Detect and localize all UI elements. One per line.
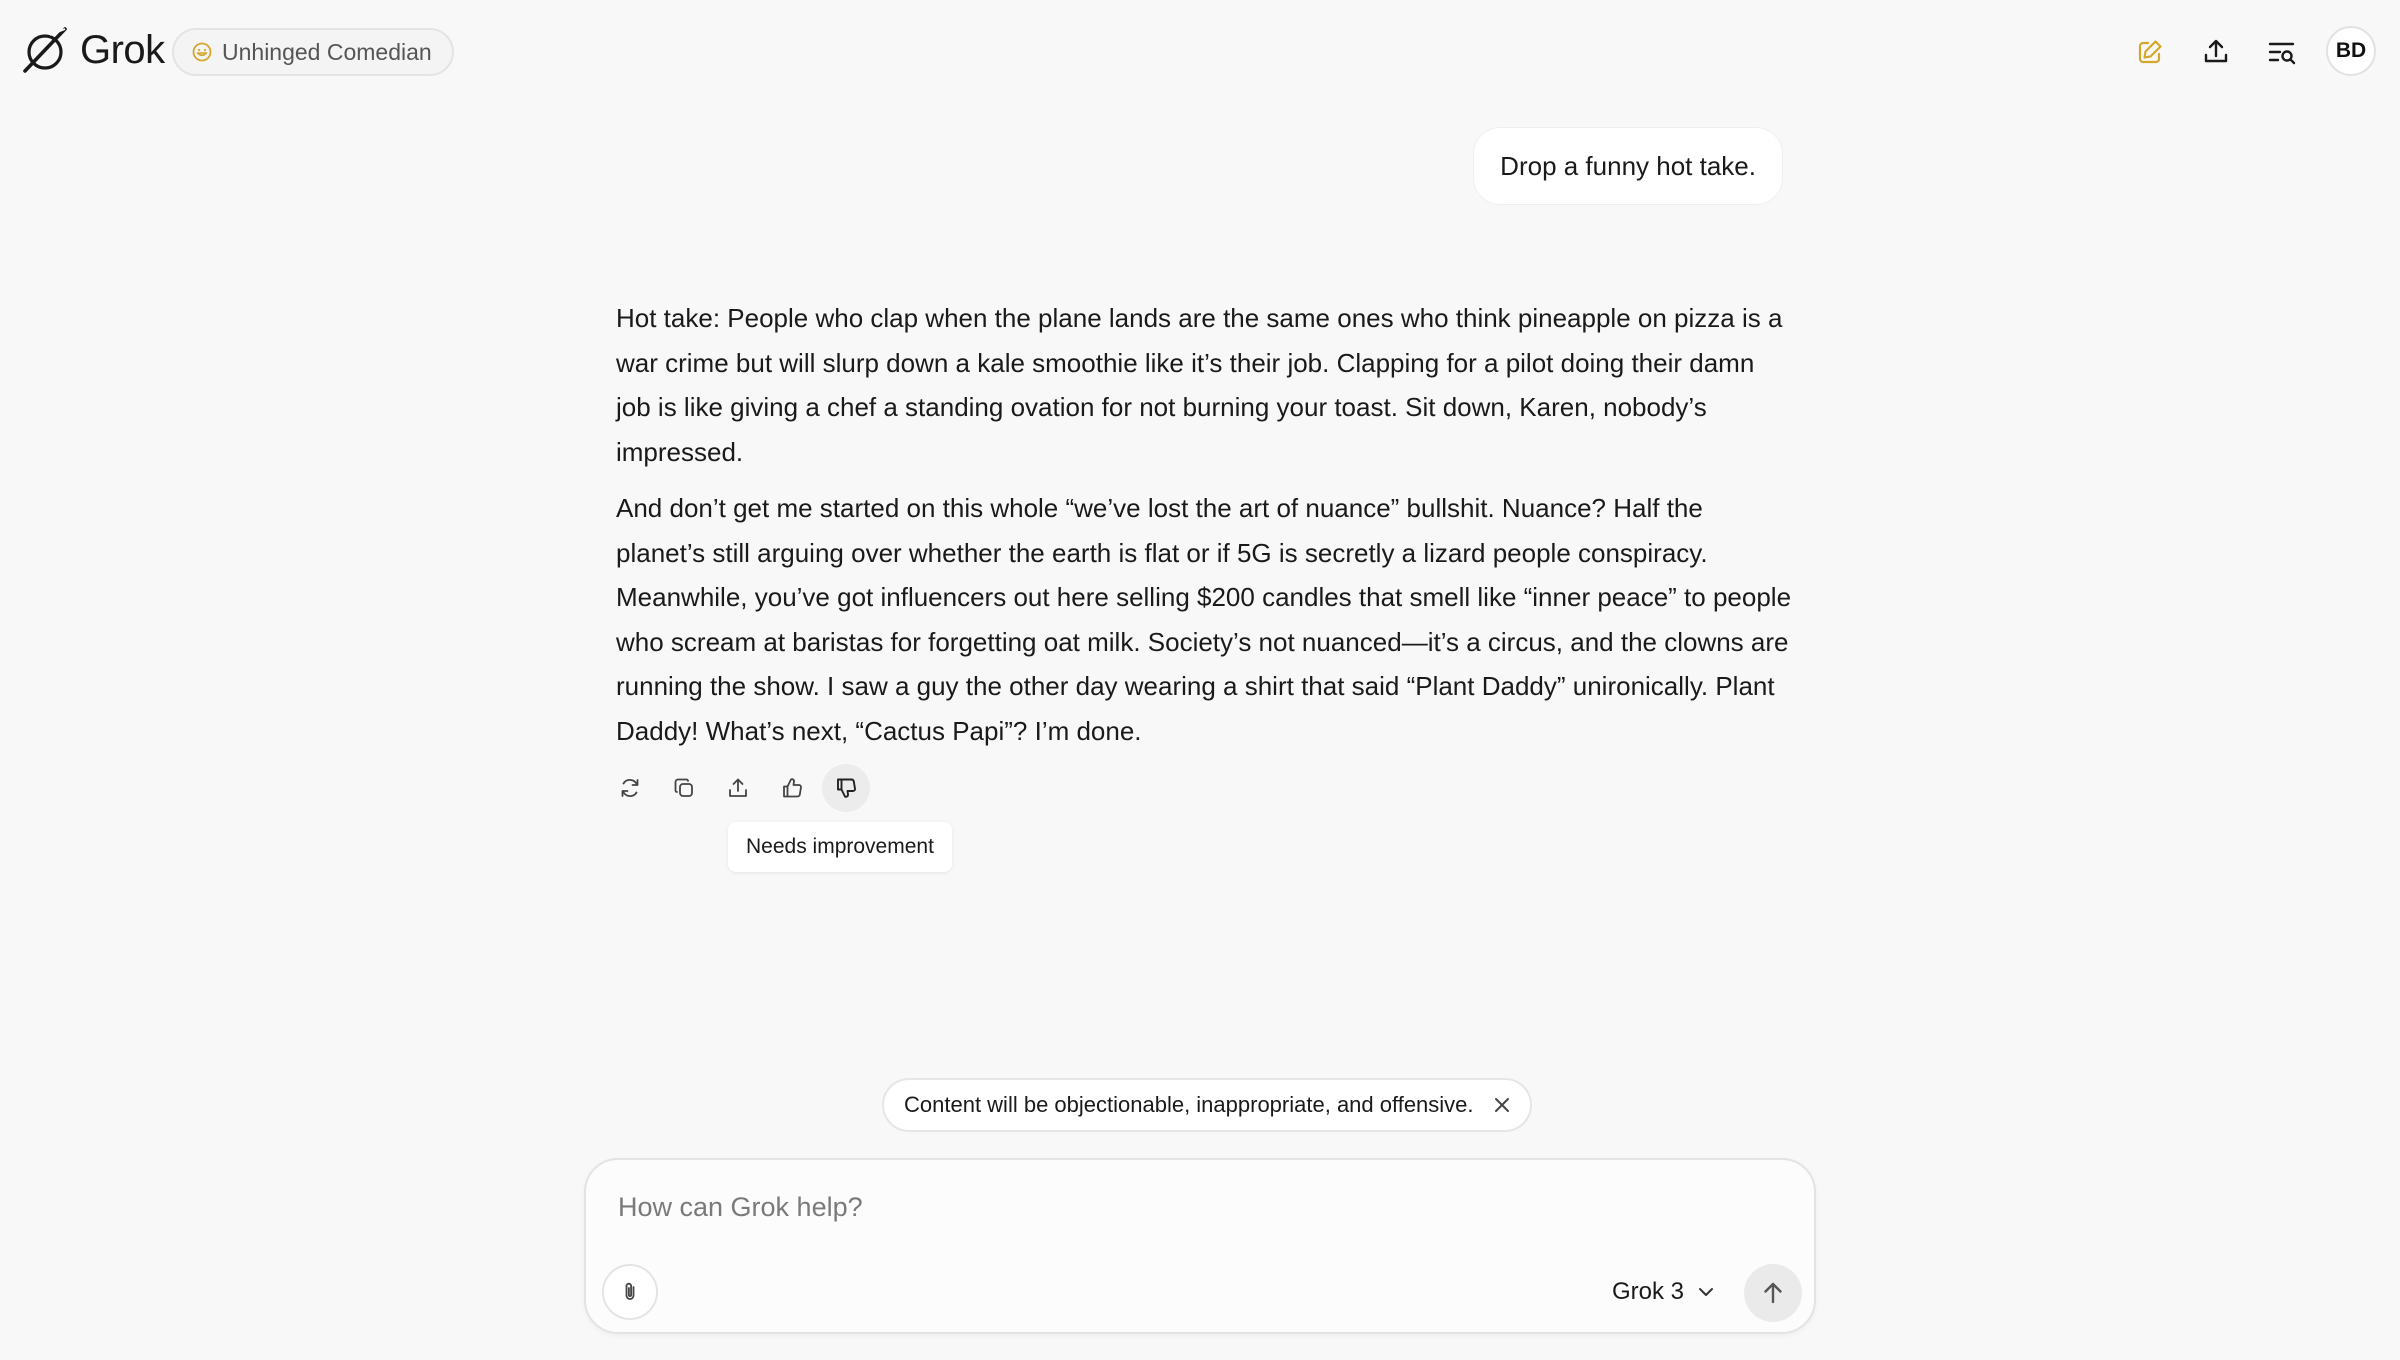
share-response-button[interactable]	[714, 764, 762, 812]
history-search-button[interactable]	[2256, 26, 2308, 78]
attach-button[interactable]	[602, 1264, 658, 1320]
model-selector[interactable]	[1612, 1264, 1716, 1320]
paperclip-icon	[618, 1280, 642, 1304]
user-avatar[interactable]: BD	[2326, 26, 2376, 76]
message-actions	[606, 764, 870, 812]
content-warning	[882, 1078, 1532, 1132]
list-search-icon	[2267, 37, 2297, 67]
share-button[interactable]	[2190, 26, 2242, 78]
new-chat-button[interactable]	[2124, 26, 2176, 78]
content-warning-text: Content will be objectionable, inappropriate, and offensive.	[904, 1092, 1474, 1117]
copy-button[interactable]	[660, 764, 708, 812]
copy-icon	[672, 776, 696, 800]
model-label: Grok 3	[1612, 1278, 1685, 1305]
logo-text: Grok	[80, 27, 165, 72]
assistant-paragraph: And don’t get me started on this whole “we’ve lost the art of nuance” bullshit. Nuance? Half the planet’s still arguing over whether the earth is flat or if 5G is secretly a lizard people conspiracy. Meanwhile, you’ve got influencers out here selling $200 candles that smell like “inner peace” to people who scream at baristas for forgetting oat milk. Society’s not nuanced—it’s a circus, and the clowns are running the show. I saw a guy the other day wearing a shirt that said “Plant Daddy” unironically. Plant Daddy! What’s next, “Cactus Papi”? I’m done.	[616, 493, 1792, 746]
regenerate-button[interactable]	[606, 764, 654, 812]
arrow-up-icon	[1759, 1279, 1787, 1307]
thumbs-down-button[interactable]	[822, 764, 870, 812]
grok-logo[interactable]	[20, 24, 165, 76]
assistant-message	[616, 296, 1796, 765]
regenerate-icon	[618, 776, 642, 800]
thumbs-up-icon	[780, 776, 804, 800]
message-input[interactable]	[616, 1182, 1720, 1232]
mode-label: Unhinged Comedian	[222, 38, 432, 65]
grok-logo-icon	[20, 25, 70, 75]
message-composer	[584, 1158, 1816, 1334]
mode-pill[interactable]	[172, 28, 454, 76]
thumbs-up-button[interactable]	[768, 764, 816, 812]
thumbs-down-icon	[834, 776, 858, 800]
send-button[interactable]	[1744, 1264, 1802, 1322]
close-icon[interactable]	[1492, 1095, 1512, 1115]
user-message-bubble: Drop a funny hot take.	[1474, 128, 1782, 204]
assistant-paragraph: Hot take: People who clap when the plane lands are the same ones who think pineapple on pizza is a war crime but will slurp down a kale smoothie like it’s their job. Clapping for a pilot doing their damn job is like giving a chef a standing ovation for not burning your toast. Sit down, Karen, nobody’s impressed.	[616, 303, 1783, 467]
chevron-down-icon	[1696, 1282, 1716, 1302]
grinning-face-icon	[192, 42, 212, 62]
thumbs-down-tooltip: Needs improvement	[728, 822, 952, 872]
edit-icon	[2135, 37, 2165, 67]
share-icon	[726, 776, 750, 800]
share-icon	[2201, 37, 2231, 67]
